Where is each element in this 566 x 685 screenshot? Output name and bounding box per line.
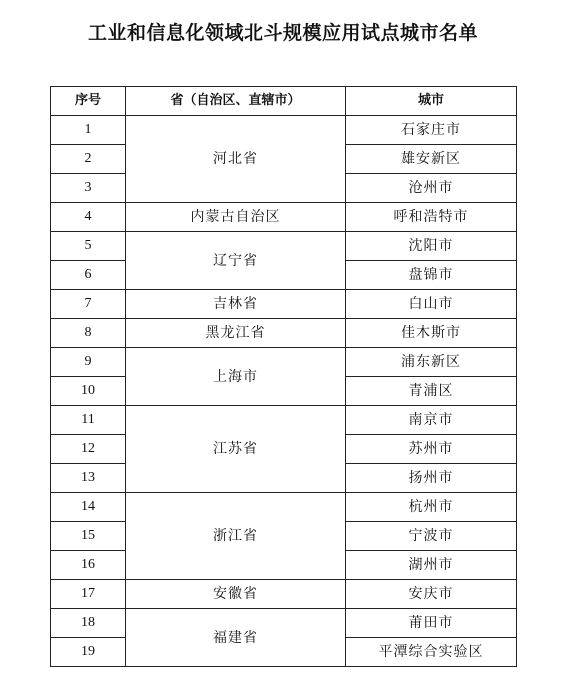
row-index: 19 (51, 638, 126, 667)
table-row (51, 348, 517, 377)
row-index: 16 (51, 551, 126, 580)
table-row (51, 580, 517, 609)
table-row (51, 319, 517, 348)
city-cell: 湖州市 (346, 551, 517, 580)
province-cell: 河北省 (126, 116, 346, 203)
row-index: 1 (51, 116, 126, 145)
row-index: 18 (51, 609, 126, 638)
city-cell: 扬州市 (346, 464, 517, 493)
row-index: 15 (51, 522, 126, 551)
pilot-city-table (50, 86, 517, 667)
document-title: 工业和信息化领域北斗规模应用试点城市名单 (87, 22, 478, 44)
city-cell: 佳木斯市 (346, 319, 517, 348)
table-row (51, 203, 517, 232)
city-cell: 白山市 (346, 290, 517, 319)
city-cell: 南京市 (346, 406, 517, 435)
row-index: 9 (51, 348, 126, 377)
header-index: 序号 (51, 87, 126, 116)
row-index: 8 (51, 319, 126, 348)
province-cell: 吉林省 (126, 290, 346, 319)
table-row (51, 232, 517, 261)
city-cell: 青浦区 (346, 377, 517, 406)
province-cell: 上海市 (126, 348, 346, 406)
row-index: 11 (51, 406, 126, 435)
row-index: 17 (51, 580, 126, 609)
city-cell: 雄安新区 (346, 145, 517, 174)
city-cell: 盘锦市 (346, 261, 517, 290)
table-row (51, 116, 517, 145)
row-index: 3 (51, 174, 126, 203)
row-index: 12 (51, 435, 126, 464)
table-row (51, 609, 517, 638)
province-cell: 安徽省 (126, 580, 346, 609)
row-index: 4 (51, 203, 126, 232)
table-header-row (51, 87, 517, 116)
province-cell: 黑龙江省 (126, 319, 346, 348)
header-city: 城市 (346, 87, 517, 116)
row-index: 6 (51, 261, 126, 290)
province-cell: 内蒙古自治区 (126, 203, 346, 232)
city-cell: 苏州市 (346, 435, 517, 464)
city-cell: 平潭综合实验区 (346, 638, 517, 667)
row-index: 13 (51, 464, 126, 493)
row-index: 2 (51, 145, 126, 174)
city-cell: 杭州市 (346, 493, 517, 522)
province-cell: 浙江省 (126, 493, 346, 580)
province-cell: 福建省 (126, 609, 346, 667)
table-row (51, 493, 517, 522)
city-cell: 安庆市 (346, 580, 517, 609)
table-row (51, 406, 517, 435)
row-index: 7 (51, 290, 126, 319)
city-cell: 沧州市 (346, 174, 517, 203)
province-cell: 辽宁省 (126, 232, 346, 290)
city-cell: 莆田市 (346, 609, 517, 638)
city-cell: 浦东新区 (346, 348, 517, 377)
city-cell: 宁波市 (346, 522, 517, 551)
city-cell: 呼和浩特市 (346, 203, 517, 232)
province-cell: 江苏省 (126, 406, 346, 493)
row-index: 5 (51, 232, 126, 261)
city-cell: 石家庄市 (346, 116, 517, 145)
header-province: 省（自治区、直辖市） (126, 87, 346, 116)
city-cell: 沈阳市 (346, 232, 517, 261)
table-row (51, 290, 517, 319)
row-index: 14 (51, 493, 126, 522)
row-index: 10 (51, 377, 126, 406)
